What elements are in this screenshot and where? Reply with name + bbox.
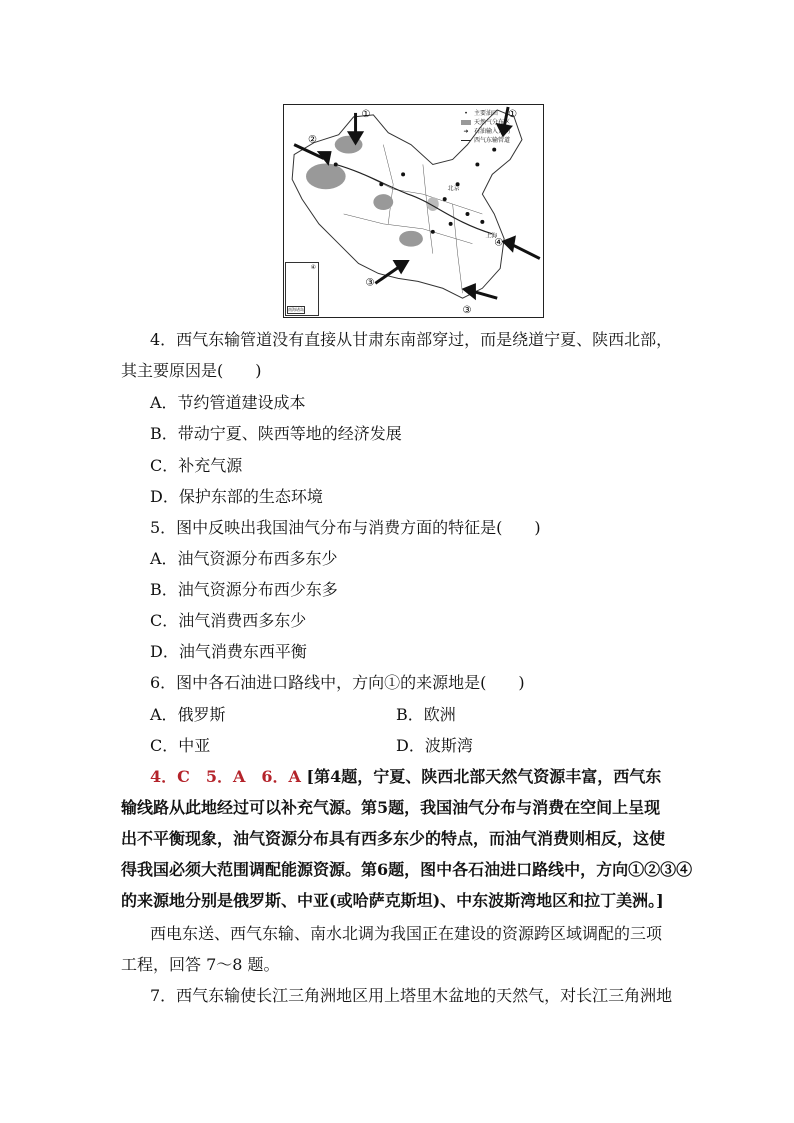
map-label-beijing: 北京 (447, 185, 460, 193)
intro-line-1: 西电东送、西气东输、南水北调为我国正在建设的资源跨区域调配的三项 (150, 924, 663, 943)
q6-option-b[interactable]: B．欧洲 (396, 705, 456, 724)
map-label-1b: ① (508, 108, 517, 120)
map-label-3a: ③ (365, 277, 375, 289)
q4-option-c[interactable]: C．补充气源 (150, 456, 243, 475)
south-china-sea-inset (285, 262, 319, 316)
map-label-4: ④ (494, 237, 504, 249)
q6-option-d[interactable]: D．波斯湾 (396, 736, 473, 755)
answer-line-4: 得我国必须大范围调配能源资源。第6题，图中各石油进口路线中，方向①②③④ (121, 860, 693, 879)
q5-stem: 5．图中反映出我国油气分布与消费方面的特征是( ) (150, 518, 541, 537)
answer-key: 4．C 5．A 6．A (150, 767, 301, 786)
map-label-1a: ① (361, 108, 371, 120)
inset-label: 南海诸岛 (288, 307, 304, 312)
q5-option-b[interactable]: B．油气资源分布西少东多 (150, 580, 338, 599)
answer-line-3: 出不平衡现象，油气资源分布具有西多东少的特点，而油气消费则相反，这使 (121, 829, 666, 848)
legend-oilfield: 主要油田 (474, 110, 499, 117)
q5-option-c[interactable]: C．油气消费西多东少 (150, 611, 307, 630)
china-oil-gas-map (283, 104, 544, 318)
map-label-2: ② (307, 134, 317, 146)
answer-line-2: 输线路从此地经过可以补充气源。第5题，我国油气分布与消费在空间上呈现 (121, 798, 661, 817)
q4-option-d[interactable]: D．保护东部的生态环境 (150, 487, 323, 506)
map-label-shanghai: 上海 (485, 232, 498, 240)
legend-oil-import: 石油输入方向 (474, 128, 511, 135)
q6-option-a[interactable]: A．俄罗斯 (150, 705, 226, 724)
legend-pipeline: 西气东输管道 (474, 137, 511, 144)
q4-stem-1: 4．西气东输管道没有直接从甘肃东南部穿过，而是绕道宁夏、陕西北部， (150, 330, 673, 349)
intro-line-2: 工程，回答 7～8 题。 (121, 955, 280, 974)
inset-number: ④ (310, 264, 316, 271)
q6-option-c[interactable]: C．中亚 (150, 736, 211, 755)
q4-option-b[interactable]: B．带动宁夏、陕西等地的经济发展 (150, 424, 402, 443)
q4-option-a[interactable]: A．节约管道建设成本 (150, 393, 306, 412)
map-label-3b: ③ (462, 305, 472, 317)
q4-stem-2: 其主要原因是( ) (121, 361, 262, 380)
answer-text-1: [第4题，宁夏、陕西北部天然气资源丰富，西气东 (306, 767, 662, 786)
q7-stem: 7．西气东输使长江三角洲地区用上塔里木盆地的天然气，对长江三角洲地 (150, 986, 673, 1005)
legend-gas-area: 天然气分布区 (474, 119, 511, 126)
q5-option-d[interactable]: D．油气消费东西平衡 (150, 642, 307, 661)
answer-line-1 (150, 764, 661, 787)
answer-line-5: 的来源地分别是俄罗斯、中亚(或哈萨克斯坦)、中东波斯湾地区和拉丁美洲。] (121, 891, 664, 910)
q6-stem: 6．图中各石油进口路线中，方向①的来源地是( ) (150, 673, 525, 692)
map-legend: • 主要油田 天然气分布区 ➜ 石油输入方向 西气东输管道 (461, 109, 539, 145)
q5-option-a[interactable]: A．油气资源分布西多东少 (150, 549, 338, 568)
